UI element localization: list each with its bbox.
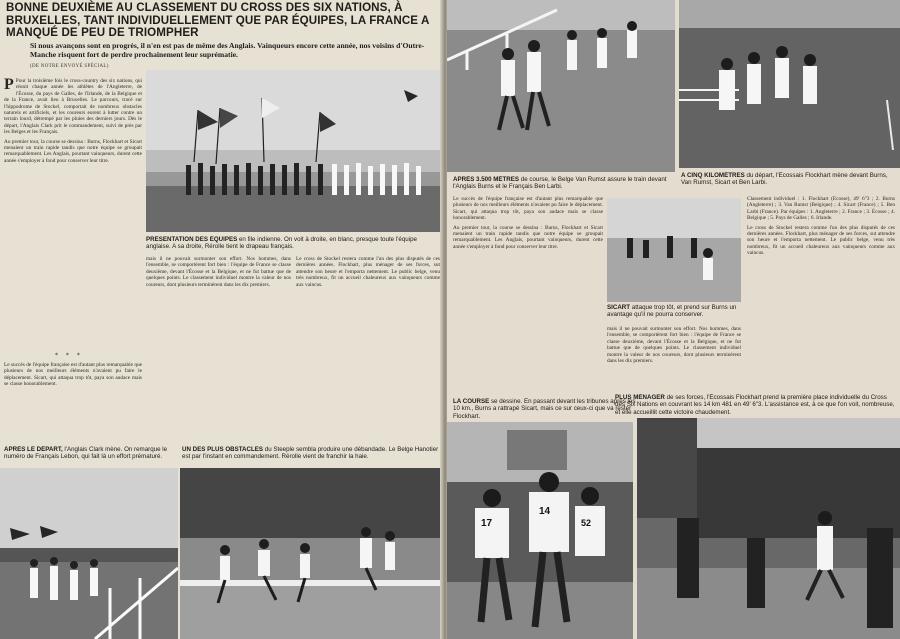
start-caption [4,446,174,461]
parade-caption-text: en file indienne. On voit à droite, en blanc, presque toute l'équipe anglaise. A sa droite, Rérolle tient le drapeau français. [146,236,417,251]
bib-right: 52 [581,518,592,528]
bib-left: 17 [481,518,493,529]
body-column-6 [747,196,895,392]
article-subhead: Si nous avançons sont en progrès, il n'en est pas de même des Anglais. Vainqueurs encore cette année, nos voisins d'Outre-Manche risquent fort de perdre prochainement leur suprématie. [30,41,425,59]
five-km-caption [681,172,897,187]
drop-cap: P [4,78,14,93]
parade-caption [146,236,438,251]
body-text-4b: Au premier tour, la course se dessina : Burns, Flockhart et Sicart menaient un train rapide tandis que notre équipe se groupait remarquablement. Les Anglais, pourtant vainqueurs, durent cette année s'employer à fond pour conserver leur titre. [453,224,603,250]
body-text-4: Le succès de l'équipe française est d'autant plus remarquable que plusieurs de nos meilleurs éléments n'avaient pu faire le déplacement. Sicart, qui attaqua trop tôt, paya son audace mais se classe honorablement. [453,196,603,222]
body-column-1 [4,78,142,350]
sicart-caption-text: attaque trop tôt, et prend sur Burns un avantage qu'il ne pourra conserver. [607,304,737,319]
body-column-2 [146,256,291,442]
body-column-1-lower [4,362,142,442]
body-text-5: mais il ne pouvait surmonter son effort. Nos hommes, dans l'ensemble, se comportèrent fort bien : l'équipe de France se classe deuxième, devant l'Écosse et la Belgique, et ne fut battue que de quelques points. Le classement individuel montre la valeur de nos coureurs, dont plusieurs terminèrent dans les dix premiers. [607,326,741,365]
plus-photo [637,418,900,639]
article-byline: (DE NOTRE ENVOYÉ SPÉCIAL) [30,64,109,69]
body-text-1c: Le succès de l'équipe française est d'autant plus remarquable que plusieurs de nos meilleurs éléments n'avaient pu faire le déplacement. Sicart, qui attaqua trop tôt, paya son audace mais se classe honorablement. [4,362,142,388]
three-km-caption-lead: APRÈS 3.500 MÈTRES [453,176,520,183]
five-km-caption-lead: A CINQ KILOMÈTRES [681,172,745,179]
course-photo [447,422,633,639]
start-photo [0,468,178,639]
section-divider: * * * [55,352,83,359]
body-text-1: Pour la troisième fois le cross-country des six nations, qui réunit chaque année les athlètes de l'Angleterre, de l'Écosse, du pays de Galles, de l'Irlande, de la Belgique et de la France, avait lieu à Bruxelles. Le parcours, tracé sur l'hippodrome de Stockel, comportait de nombreux obstacles naturels et artificiels, et les coureurs eurent à lutter contre un terrain lourd, détrempé par les pluies des derniers jours. Dès le départ, l'Anglais Clark prit le commandement, suivi de près par les Belges et les Français. [4,78,142,136]
article-headline: BONNE DEUXIÈME AU CLASSEMENT DU CROSS DES SIX NATIONS, À BRUXELLES, TANT INDIVIDUELLEMENT QUE PAR ÉQUIPES, LA FRANCE A MANQUÉ DE PEU DE TRIOMPHER [6,1,430,39]
plus-caption [615,394,897,416]
body-text-2: mais il ne pouvait surmonter son effort. Nos hommes, dans l'ensemble, se comportèrent fort bien : l'équipe de France se classe deuxième, devant l'Écosse et la Belgique, et ne fut battue que de quelques points. Le classement individuel montre la valeur de nos coureurs, dont plusieurs terminèrent dans les dix premiers. [146,256,291,288]
plus-caption-text: de ses forces, l'Écossais Flockhart prend la première place individuelle du Cross des Six Nations en couvrant les 14 km 481 en 49' 6"3. L'assistance est, à ce que l'on voit, nombreuse, et elle accueillit cette victoire chaudement. [615,394,895,416]
obstacle-caption-text: du Steeple sembla produire une débandade. Le Belge Hanotier est par l'instant en commandement. Rérolle vient de franchir la haie. [182,446,439,461]
sicart-caption [607,304,741,319]
body-text-6: Classement individuel : 1. Flockhart (Écosse), 49' 6"3 ; 2. Burns (Angleterre) ; 3. Van Rumst (Belgique) ; 4. Sicart (France) ; 5. Ben Larbi (France). Par équipes : 1. Angleterre ; 2. France ; 3. Écosse ; 4. Belgique ; 5. Pays de Galles ; 6. Irlande. [747,196,895,222]
sicart-photo [607,198,741,302]
body-column-5 [607,326,741,396]
body-text-6b: Le cross de Stockel restera comme l'un des plus disputés de ces dernières années. Flockhart, plus ménager de ses forces, sut attendre son heure et l'emporta nettement. Le public belge, venu très nombreux, fit un accueil chaleureux aux vainqueurs comme aux vaincus. [747,224,895,257]
bib-center: 14 [539,506,551,517]
sicart-caption-lead: SICART [607,304,631,311]
obstacle-photo [180,468,442,639]
body-column-3 [296,256,440,442]
body-text-1b: Au premier tour, la course se dessina : Burns, Flockhart et Sicart menaient un train rapide tandis que notre équipe se groupait remarquablement. Les Anglais, pourtant vainqueurs, durent cette année s'employer à fond pour conserver leur titre. [4,138,142,164]
five-km-caption-text: du départ, l'Écossais Flockhart mène devant Burns, Van Rumst, Sicart et Ben Larbi. [681,172,888,187]
start-caption-lead: APRÈS LE DÉPART, [4,446,63,453]
left-page [0,0,444,639]
right-page [447,0,900,639]
course-caption [453,398,639,420]
start-caption-text: l'Anglais Clark mène. On remarque le numéro de Français Lebon, qui fait là un effort prématuré. [4,446,168,461]
five-km-photo [679,0,900,168]
three-km-caption [453,176,673,191]
parade-caption-lead: PRÉSENTATION DES ÉQUIPES [146,236,238,243]
three-km-caption-text: de course, le Belge Van Rumst assure le train devant l'Anglais Burns et le Français Ben Larbi. [453,176,667,191]
body-text-3: Le cross de Stockel restera comme l'un des plus disputés de ces dernières années. Flockhart, plus ménager de ses forces, sut attendre son heure et l'emporta nettement. Le public belge, venu très nombreux, fit un accueil chaleureux aux vainqueurs comme aux vaincus. [296,256,440,288]
three-km-photo [447,0,675,172]
obstacle-caption [182,446,440,461]
plus-caption-lead: PLUS MÉNAGER [615,394,665,401]
body-column-4 [453,196,603,396]
course-caption-lead: LA COURSE [453,398,490,405]
course-caption-text: se dessine. En passant devant les tribunes après les 10 km., Burns a rattrapé Sicart, mais ce sur ceux-ci que va rester Flockhart. [453,398,636,420]
obstacle-caption-lead: UN DES PLUS OBSTACLES [182,446,264,453]
parade-photo [146,70,442,232]
